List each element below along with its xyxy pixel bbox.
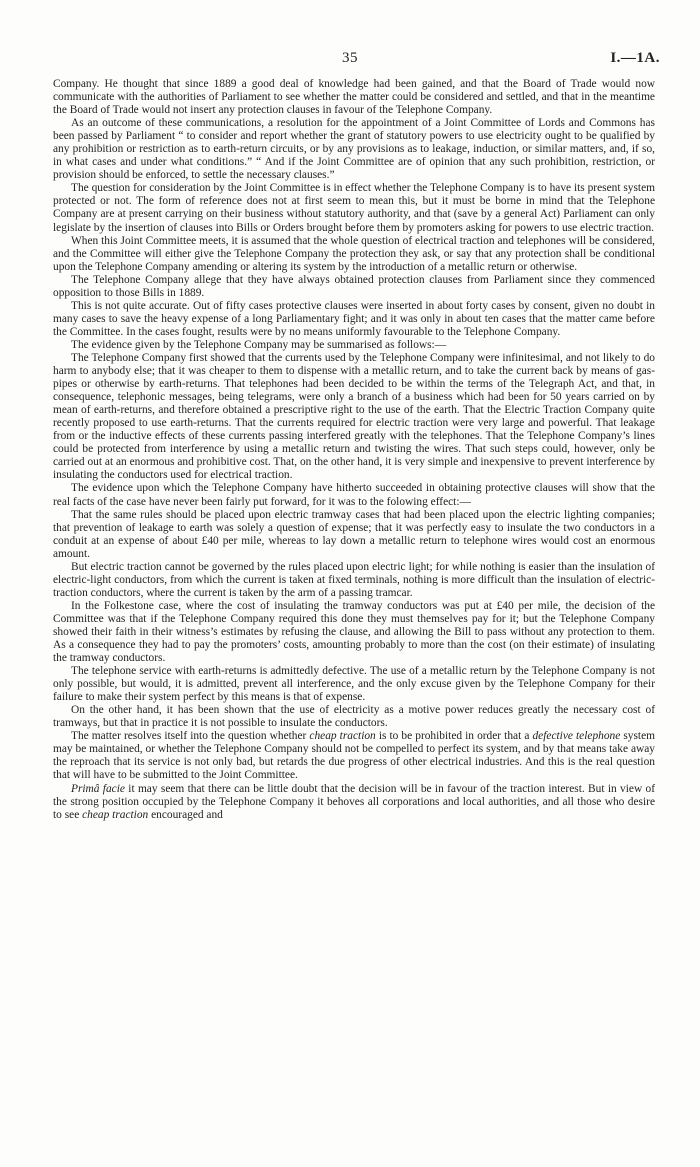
paragraph: That the same rules should be placed upon electric tramway cases that had been placed upon the electric lighting companies; that prevention of leakage to earth was solely a question of expense; that it was perfectly easy to insulate the two conductors in a conduit at an expense of about £40 per mile, whereas to lay down a metallic return to telephone wires would cost an enormous amount. bbox=[53, 508, 655, 560]
paragraph: The evidence given by the Telephone Company may be summarised as follows:— bbox=[71, 338, 447, 351]
page-reference: I.—1A. bbox=[610, 50, 660, 66]
body-text bbox=[53, 78, 655, 822]
paragraph: The matter resolves itself into the question whether cheap traction is to be prohibited in order that a defective telephone system may be maintained, or whether the Telephone Company should not be compelled to perfect its system, and by that means take away the reproach that its service is not only bad, but retards the due progress of other electrical industries. And this is the real question that will have to be submitted to the Joint Committee. bbox=[53, 730, 656, 782]
paragraph: The telephone service with earth-returns is admittedly defective. The use of a metallic return by the Telephone Company is not only possible, but would, it is admitted, prevent all interference, and the only excuse given by the Telephone Company for their failure to make their system perfect by this means is that of expense. bbox=[53, 665, 655, 704]
paragraph: The Telephone Company first showed that the currents used by the Telephone Company were infinitesimal, and not likely to do harm to anybody else; that it was cheaper to them to dispense with a metallic return, and to take the current back by means of gas-pipes or otherwise by earth-returns. That telephones had been decided to be within the terms of the Telegraph Act, and that, in consequence, telephonic messages, being telegrams, were only a branch of a business which had been for 50 years carried on by mean of earth-returns, and therefore obtained a prescriptive right to the use of the earth. That the Electric Traction Company quite recently proposed to use earth-returns. That the currents required for electric traction were very large and powerful. That leakage from or the inductive effects of these currents passing interfered greatly with the telephones. That the Telephone Company’s lines could be protected from interference by using a metallic return and twisting the wires. That such steps could, however, only be carried out at an enormous and prohibitive cost. That, on the other hand, it is very simple and inexpensive to prevent interference by insulating the conductors used for electrical traction. bbox=[53, 351, 655, 482]
paragraph: Company. He thought that since 1889 a good deal of knowledge had been gained, and that the Board of Trade would now communicate with the authorities of Parliament to see whether the matter could be considered and settled, and that in the meantime the Board of Trade would not insert any protection clauses in favour of the Telephone Company. bbox=[53, 78, 655, 117]
paragraph: Primâ facie it may seem that there can be little doubt that the decision will be in favour of the traction interest. But in view of the strong position occupied by the Telephone Company it behoves all corporations and local authorities, and all those who desire to see cheap traction encouraged and bbox=[53, 782, 655, 821]
paragraph: But electric traction cannot be governed by the rules placed upon electric light; for while nothing is easier than the insulation of electric-light conductors, from which the current is taken at fixed terminals, nothing is more difficult than the insulation of electric-traction conductors, where the current is taken by the arm of a passing tramcar. bbox=[53, 560, 655, 599]
page-number: 35 bbox=[342, 50, 358, 66]
paragraph: When this Joint Committee meets, it is assumed that the whole question of electrical traction and telephones will be considered, and the Committee will either give the Telephone Company the protection they ask, or say that any protection shall be conditional upon the Telephone Company amending or altering its system by the introduction of a metallic return or otherwise. bbox=[53, 234, 655, 273]
paragraph: On the other hand, it has been shown that the use of electricity as a motive power reduces greatly the necessary cost of tramways, but that in practice it is not possible to insulate the conductors. bbox=[53, 704, 655, 730]
paragraph: This is not quite accurate. Out of fifty cases protective clauses were inserted in about forty cases by consent, given no doubt in many cases to save the heavy expense of a long Parliamentary fight; and it was only in about ten cases that the matter came before the Committee. In the cases fought, results were by no means uniformly favourable to the Telephone Company. bbox=[53, 299, 655, 338]
paragraph: As an outcome of these communications, a resolution for the appointment of a Joint Committee of Lords and Commons has been passed by Parliament “ to consider and report whether the grant of statutory powers to use electricity ought to be qualified by any prohibition or restriction as to earth-return circuits, or by any provisions as to leakage, induction, or similar matters, and, if so, in what cases and under what conditions.” “ And if the Joint Committee are of opinion that any such prohibition, restriction, or provision should be enforced, to settle the necessary clauses.” bbox=[53, 117, 655, 182]
paragraph: In the Folkestone case, where the cost of insulating the tramway conductors was put at £40 per mile, the decision of the Committee was that if the Telephone Company required this done they must themselves pay for it; but the Telephone Company showed their faith in their witness’s estimates by refusing the clause, and allowing the Bill to pass without any protection to them. As a consequence they had to pay the promoters’ costs, amounting probably to more than the cost (on their estimate) of insulating the tramway conductors. bbox=[53, 599, 655, 665]
paragraph: The question for consideration by the Joint Committee is in effect whether the Telephone Company is to have its present system protected or not. The form of reference does not at first seem to mean this, but it must be borne in mind that the Telephone Company are at present carrying on their business without statutory authority, and that (save by a general Act) Parliament can only legislate by the insertion of clauses into Bills or Orders brought before them by promoters asking for powers to use electric traction. bbox=[53, 182, 655, 234]
paragraph: The Telephone Company allege that they have always obtained protection clauses from Parliament since they commenced opposition to those Bills in 1889. bbox=[53, 273, 655, 299]
paragraph: The evidence upon which the Telephone Company have hitherto succeeded in obtaining protective clauses will show that the real facts of the case have never been fairly put forward, for it was to the folowing effect:— bbox=[53, 482, 655, 508]
